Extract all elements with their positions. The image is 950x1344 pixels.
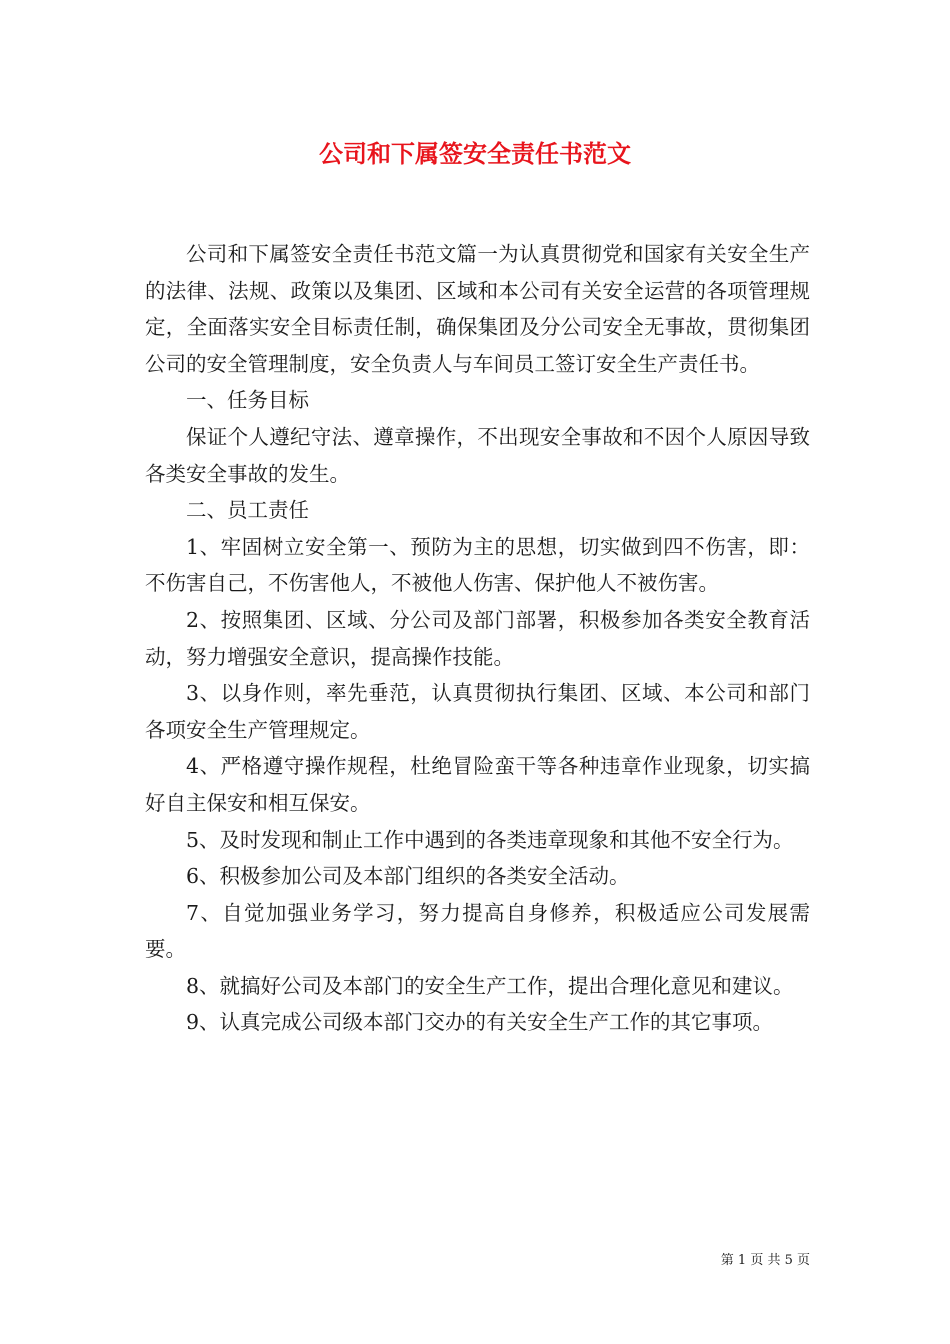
page-number: 第 1 页 共 5 页 xyxy=(720,1253,810,1268)
document-title: 公司和下属签安全责任书范文 xyxy=(319,139,631,168)
duty-item-5: 5、及时发现和制止工作中遇到的各类违章现象和其他不安全行为。 xyxy=(186,827,794,852)
duty-item-6: 6、积极参加公司及本部门组织的各类安全活动。 xyxy=(186,864,630,889)
duty-item-2: 2、按照集团、区域、分公司及部门部署，积极参加各类安全教育活动，努力增强安全意识，提高操作技能。 xyxy=(145,607,810,669)
duty-item-3: 3、以身作则，率先垂范，认真贯彻执行集团、区域、本公司和部门各项安全生产管理规定。 xyxy=(145,681,810,742)
duty-item-1: 1、牢固树立安全第一、预防为主的思想，切实做到四不伤害，即：不伤害自己，不伤害他人，不被他人伤害、保护他人不被伤害。 xyxy=(145,534,810,596)
document-body xyxy=(145,236,810,1041)
duty-item-4: 4、严格遵守操作规程，杜绝冒险蛮干等各种违章作业现象，切实搞好自主保安和相互保安。 xyxy=(145,754,810,815)
intro-paragraph: 公司和下属签安全责任书范文篇一为认真贯彻党和国家有关安全生产的法律、法规、政策以及集团、区域和本公司有关安全运营的各项管理规定，全面落实安全目标责任制，确保集团及分公司安全无事故，贯彻集团公司的安全管理制度，安全负责人与车间员工签订安全生产责任书。 xyxy=(145,242,810,376)
duty-item-8: 8、就搞好公司及本部门的安全生产工作，提出合理化意见和建议。 xyxy=(186,973,794,998)
task-goal-paragraph: 保证个人遵纪守法、遵章操作，不出现安全事故和不因个人原因导致各类安全事故的发生。 xyxy=(145,424,810,486)
duty-item-7: 7、自觉加强业务学习，努力提高自身修养，积极适应公司发展需要。 xyxy=(145,900,810,962)
duty-item-9: 9、认真完成公司级本部门交办的有关安全生产工作的其它事项。 xyxy=(186,1010,774,1035)
section-heading-task-goal: 一、任务目标 xyxy=(186,388,309,413)
section-heading-employee-duty: 二、员工责任 xyxy=(186,498,309,523)
